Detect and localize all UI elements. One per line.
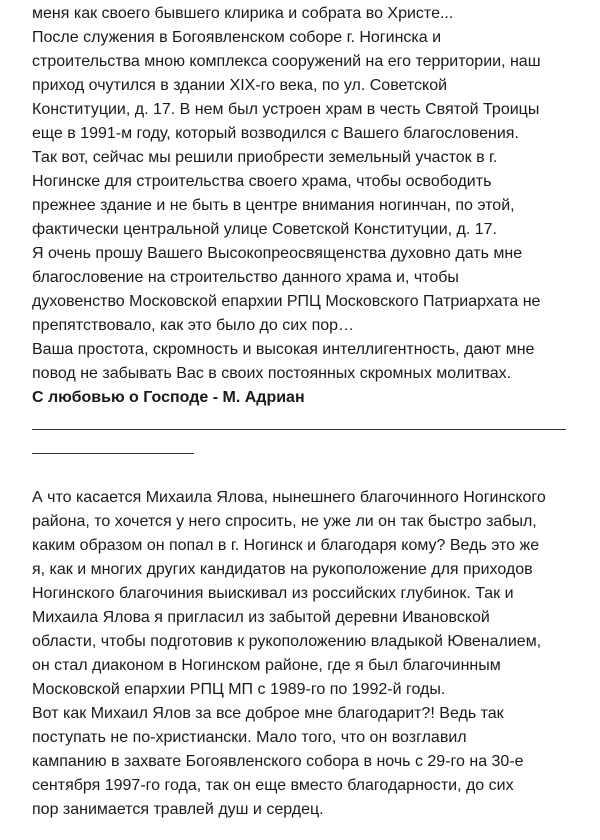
letter-line: После служения в Богоявленском соборе г. Ногинска и <box>32 29 442 46</box>
commentary-line: поступать не по-христиански. Мало того, что он возглавил <box>32 729 467 746</box>
letter-line: Я очень прошу Вашего Высокопреосвященства духовно дать мне <box>32 245 523 262</box>
letter-line: меня как своего бывшего клирика и собрата во Христе... <box>32 5 454 22</box>
letter-line: Конституции, д. 17. В нем был устроен храм в честь Святой Троицы <box>32 101 540 118</box>
letter-line: Ногинске для строительства своего храма, чтобы освободить <box>32 173 492 190</box>
letter-line: Ваша простота, скромность и высокая интеллигентность, дают мне <box>32 341 535 358</box>
commentary-line: каким образом он попал в г. Ногинск и благодаря кому? Ведь это же <box>32 537 540 554</box>
commentary-line: Московской епархии РПЦ МП с 1989-го по 1992-й годы. <box>32 681 446 698</box>
commentary-line: Михаила Ялова я пригласил из забытой деревни Ивановской <box>32 609 490 626</box>
commentary-line: А что касается Михаила Ялова, нынешнего благочинного Ногинского <box>32 489 546 506</box>
commentary-line: кампанию в захвате Богоявленского собора в ночь с 29-го на 30-е <box>32 753 524 770</box>
commentary-line: сентября 1997-го года, так он еще вместо благодарности, до сих <box>32 777 514 794</box>
separator-line-short <box>32 453 194 454</box>
commentary-line: Вот как Михаил Ялов за все доброе мне благодарит?! Ведь так <box>32 705 504 722</box>
letter-line: повод не забывать Вас в своих постоянных скромных молитвах. <box>32 365 512 382</box>
commentary-line: он стал диаконом в Ногинском районе, где я был благочинным <box>32 657 501 674</box>
commentary-line: Ногинского благочиния выискивал из российских глубинок. Так и <box>32 585 514 602</box>
letter-line: строительства мною комплекса сооружений на его территории, наш <box>32 53 541 70</box>
commentary-line: района, то хочется у него спросить, не уже ли он так быстро забыл, <box>32 513 537 530</box>
commentary-line: пор занимается травлей душ и сердец. <box>32 801 324 818</box>
letter-line: фактически центральной улице Советской Конституции, д. 17. <box>32 221 497 238</box>
commentary-line: области, чтобы подготовив к рукоположению владыкой Ювеналием, <box>32 633 542 650</box>
letter-line: духовенство Московской епархии РПЦ Московского Патриархата не <box>32 293 541 310</box>
letter-line: препятствовало, как это было до сих пор… <box>32 317 355 334</box>
commentary-line: я, как и многих других кандидатов на рукоположение для приходов <box>32 561 533 578</box>
letter-line: благословение на строительство данного храма и, чтобы <box>32 269 459 286</box>
letter-line: Так вот, сейчас мы решили приобрести земельный участок в г. <box>32 149 498 166</box>
letter-signature: С любовью о Господе - М. Адриан <box>32 389 305 406</box>
letter-line: приход очутился в здании XIX-го века, по ул. Советской <box>32 77 448 94</box>
separator-line <box>32 429 566 430</box>
letter-line: прежнее здание и не быть в центре внимания ногинчан, по этой, <box>32 197 515 214</box>
letter-line: еще в 1991-м году, который возводился с Вашего благословения. <box>32 125 519 142</box>
